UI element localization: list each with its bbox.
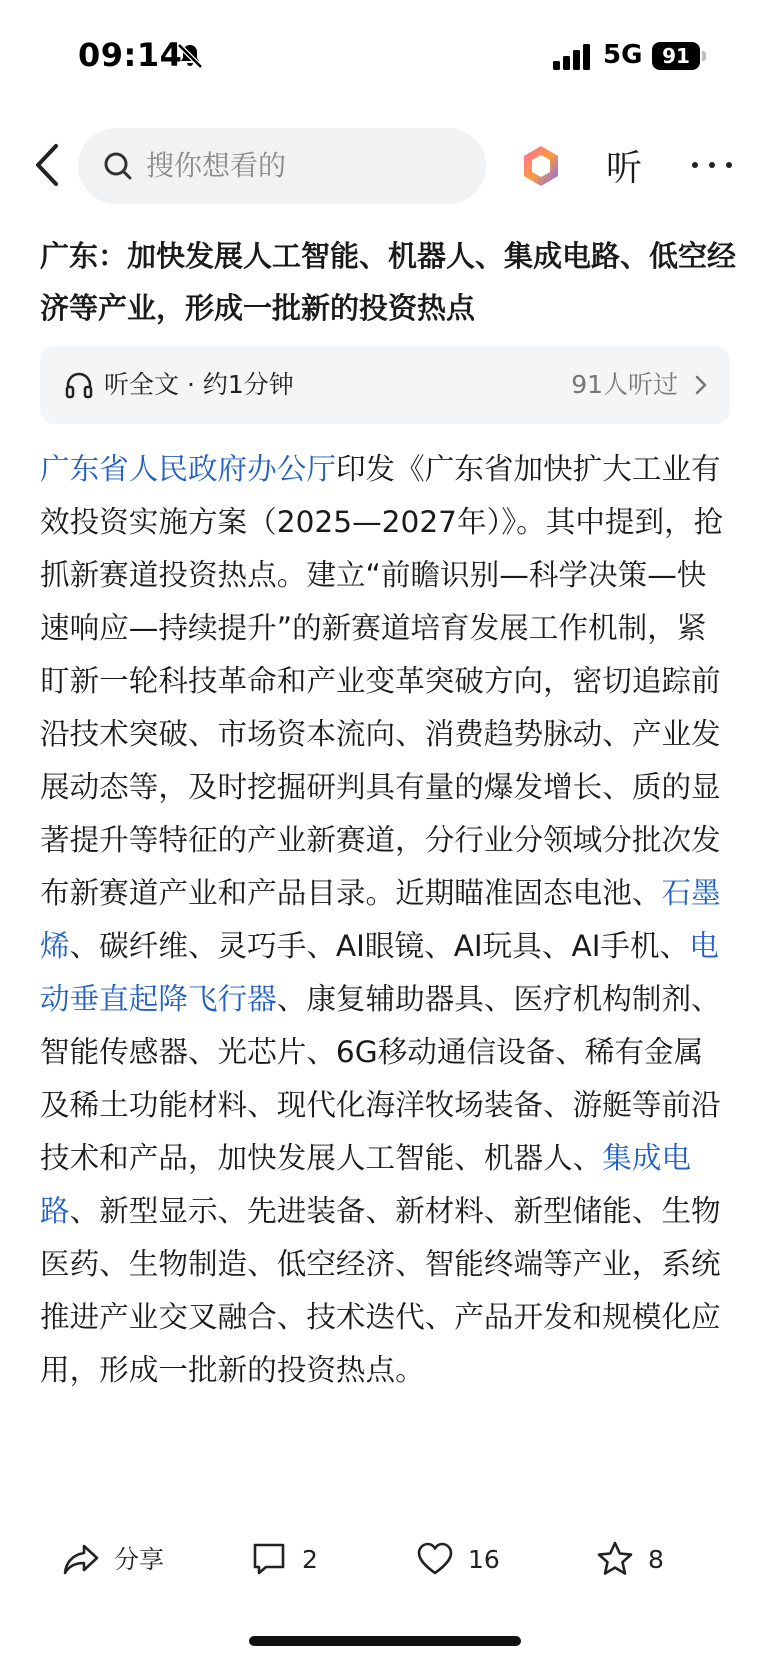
headphones-icon [64, 370, 94, 400]
battery-indicator: 91 [652, 42, 700, 70]
comment-count: 2 [302, 1545, 318, 1574]
article-text: 、碳纤维、灵巧手、AI眼镜、AI玩具、AI手机、 [69, 929, 690, 963]
bell-muted-icon [176, 42, 204, 70]
entity-link-integrated-circuit[interactable]: 集成电路 [40, 1141, 692, 1228]
article-title: 广东：加快发展人工智能、机器人、集成电路、低空经济等产业，形成一批新的投资热点 [40, 239, 737, 325]
listen-button[interactable]: 听 [606, 148, 643, 189]
cellular-signal-icon [553, 44, 593, 70]
share-button[interactable] [62, 1530, 172, 1590]
home-indicator[interactable] [249, 1636, 521, 1646]
back-arrow-icon[interactable] [30, 140, 64, 190]
favorite-count: 8 [648, 1545, 664, 1574]
battery-tip [702, 51, 706, 61]
chevron-right-icon [694, 374, 708, 396]
share-icon [62, 1540, 100, 1578]
like-count: 16 [468, 1545, 500, 1574]
heart-icon [416, 1540, 454, 1578]
listen-full-text-card[interactable] [40, 346, 730, 424]
status-bar [0, 0, 769, 110]
more-options-icon[interactable] [690, 160, 734, 172]
listen-card-label: 听全文 · 约1分钟 [104, 370, 294, 399]
search-icon [102, 150, 134, 182]
action-bar [0, 1530, 769, 1600]
article-text: 、新型显示、先进装备、新材料、新型储能、生物医药、生物制造、低空经济、智能终端等产业，系统推进产业交叉融合、技术迭代、产品开发和规模化应用，形成一批新的投资热点。 [40, 1194, 721, 1387]
ai-assistant-icon[interactable] [520, 144, 562, 188]
listen-count: 91人听过 [571, 370, 678, 399]
comment-button[interactable] [250, 1530, 330, 1590]
status-time: 09:14 [78, 36, 183, 74]
article-body [40, 443, 730, 1397]
article-text: 、康复辅助器具、医疗机构制剂、智能传感器、光芯片、6G移动通信设备、稀有金属及稀土功能材料、现代化海洋牧场装备、游艇等前沿技术和产品，加快发展人工智能、机器人、 [40, 982, 721, 1175]
entity-link-graphene[interactable]: 石墨烯 [40, 876, 721, 963]
article-text: 印发《广东省加快扩大工业有效投资实施方案（2025—2027年）》。其中提到，抢抓新赛道投资热点。建立“前瞻识别—科学决策—快速响应—持续提升”的新赛道培育发展工作机制，紧盯新一轮科技革命和产业变革突破方向，密切追踪前沿技术突破、市场资本流向、消费趋势脉动、产业发展动态等，及时挖掘研判具有量的爆发增长、质的显著提升等特征的产业新赛道，分行业分领域分批次发布新赛道产业和产品目录。近期瞄准固态电池、 [40, 452, 724, 910]
like-button[interactable] [416, 1530, 506, 1590]
favorite-button[interactable] [596, 1530, 676, 1590]
search-placeholder: 搜你想看的 [146, 149, 287, 182]
network-type: 5G [603, 40, 643, 70]
comment-icon [250, 1540, 288, 1578]
entity-link-evtol[interactable]: 电动垂直起降飞行器 [40, 929, 719, 1016]
share-label: 分享 [114, 1545, 165, 1574]
entity-link-guangdong-office[interactable]: 广东省人民政府办公厅 [40, 452, 336, 486]
star-icon [596, 1540, 634, 1578]
search-input[interactable] [78, 128, 486, 204]
